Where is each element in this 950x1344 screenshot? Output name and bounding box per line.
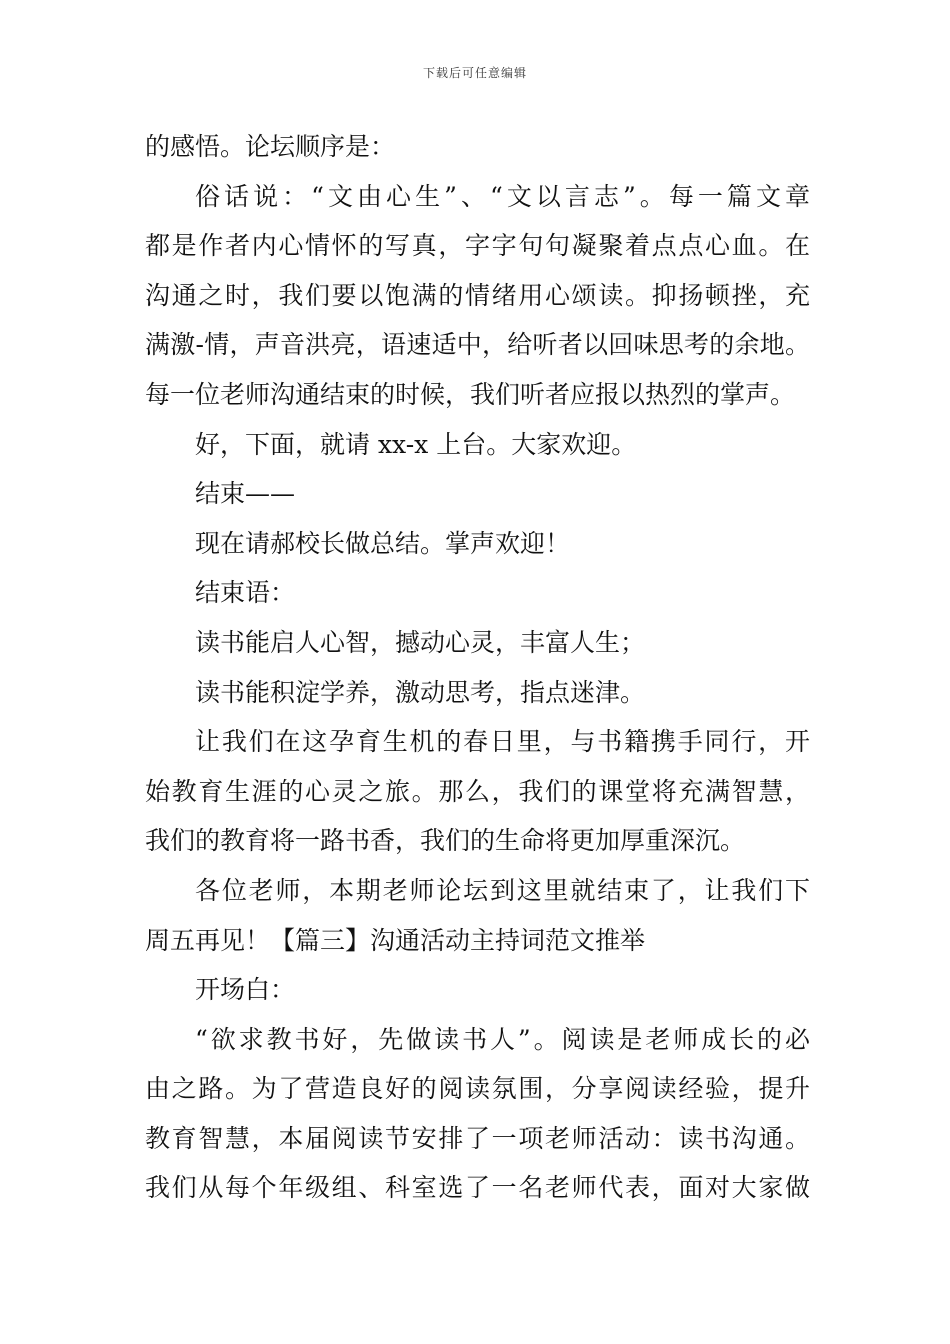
text-line: 我们从每个年级组、科室选了一名老师代表，面对大家做 [145, 1173, 810, 1203]
text-line: 各位老师，本期老师论坛到这里就结束了，让我们下 [195, 875, 810, 905]
text-line: 结束—— [195, 479, 296, 509]
text-line: 现在请郝校长做总结。掌声欢迎！ [195, 528, 571, 558]
document-body [145, 122, 810, 1213]
text-line: 每一位老师沟通结束的时候，我们听者应报以热烈的掌声。 [145, 379, 796, 409]
page-header-note: 下载后可任意编辑 [422, 66, 527, 80]
text-line: 好，下面，就请 xx-x 上台。大家欢迎。 [195, 429, 637, 459]
text-line: “欲求教书好，先做读书人”。阅读是老师成长的必 [195, 1024, 810, 1054]
text-line: 周五再见！【篇三】沟通活动主持词范文推举 [145, 925, 646, 955]
text-line: 结束语： [195, 578, 296, 608]
text-line: 教育智慧，本届阅读节安排了一项老师活动：读书沟通。 [145, 1123, 810, 1153]
text-line: 开场白： [195, 975, 296, 1005]
text-line: 的感悟。论坛顺序是： [145, 132, 396, 161]
text-line: 满激-情，声音洪亮，语速适中，给听者以回味思考的余地。 [145, 330, 810, 360]
text-line: 始教育生涯的心灵之旅。那么，我们的课堂将充满智慧， [145, 776, 810, 806]
text-line: 读书能启人心智，撼动心灵，丰富人生； [195, 627, 646, 657]
text-line: 都是作者内心情怀的写真，字字句句凝聚着点点心血。在 [145, 231, 810, 261]
text-line: 我们的教育将一路书香，我们的生命将更加厚重深沉。 [145, 826, 746, 856]
text-line: 读书能积淀学养，激动思考，指点迷津。 [195, 677, 646, 707]
text-line: 俗话说：“文由心生”、“文以言志”。每一篇文章 [195, 181, 810, 211]
text-line: 由之路。为了营造良好的阅读氛围，分享阅读经验，提升 [145, 1074, 810, 1104]
text-line: 让我们在这孕育生机的春日里，与书籍携手同行，开 [195, 727, 810, 757]
text-line: 沟通之时，我们要以饱满的情绪用心颂读。抑扬顿挫，充 [145, 280, 810, 310]
